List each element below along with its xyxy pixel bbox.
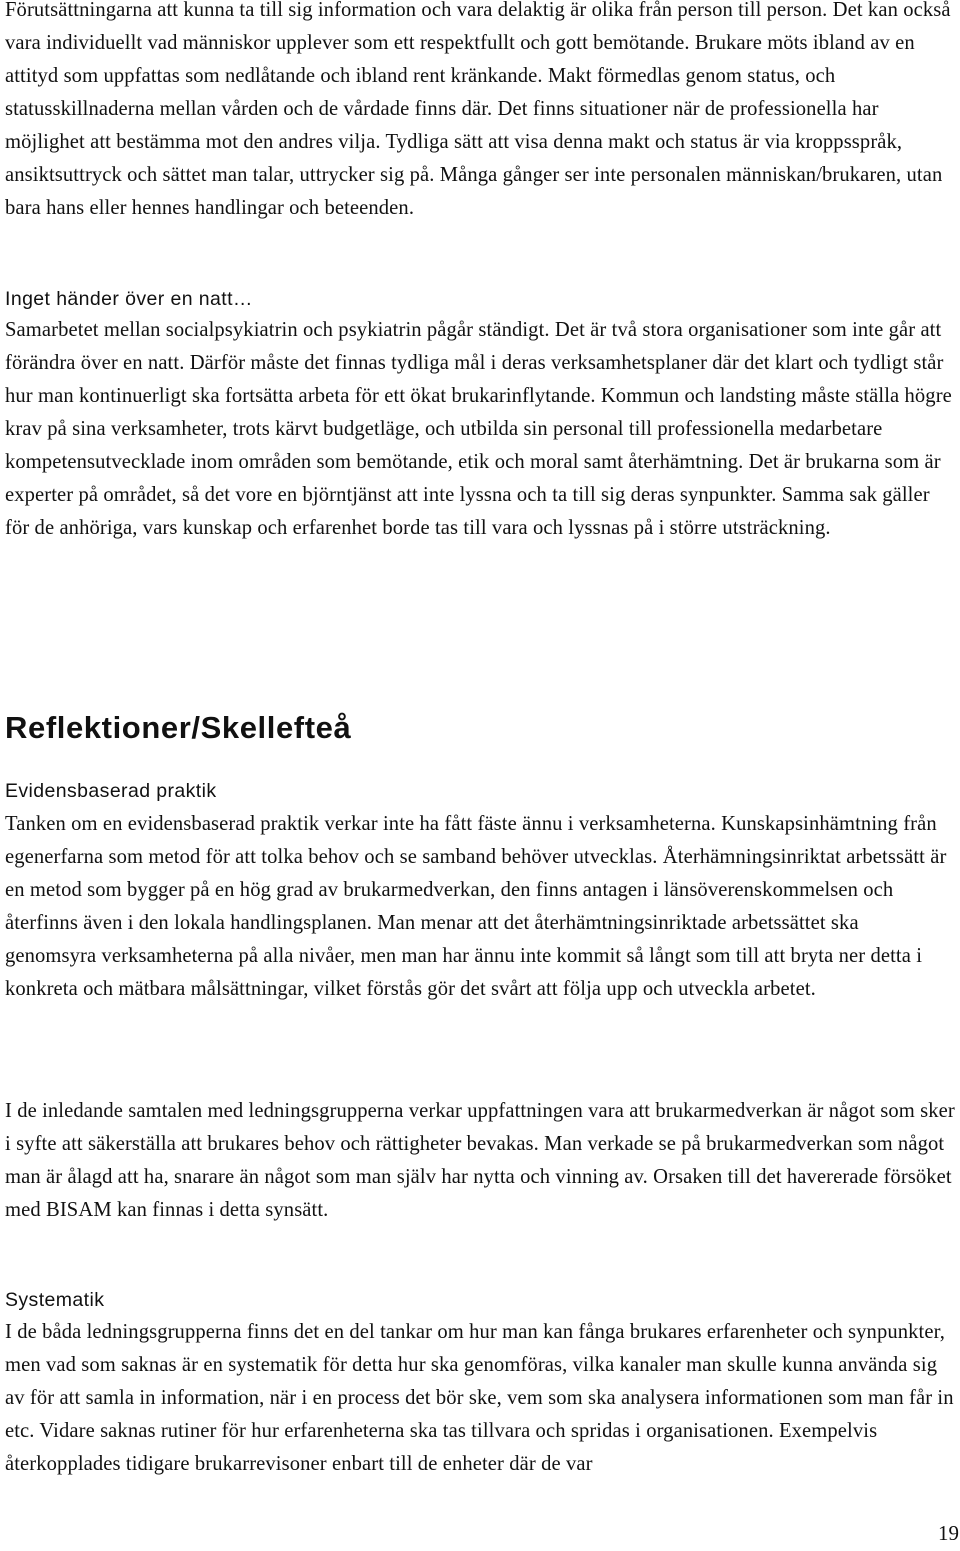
subheading-inget-hander: Inget händer över en natt… xyxy=(5,288,253,310)
systematik-paragraph: I de båda ledningsgrupperna finns det en del tankar om hur man kan fånga brukares erfarenheter och synpunkter, men vad som saknas är en systematik för detta hur ska genomföras, vilka kanaler man skulle kunna använda sig av för att samla in information, när i en process det bör ske, vem som ska analysera informationen som man får in etc. Vidare saknas rutiner för hur erfarenheterna ska tas tillvara och spridas i organisationen. Exempelvis återkopplades tidigare brukarrevisoner enbart till de enheter där de var xyxy=(5,1321,954,1475)
document-page xyxy=(5,0,955,1551)
section-heading-reflektioner: Reflektioner/Skellefteå xyxy=(5,710,352,745)
subheading-systematik: Systematik xyxy=(5,1289,105,1311)
page-number: 19 xyxy=(938,1521,959,1545)
subheading-evidensbaserad-praktik: Evidensbaserad praktik xyxy=(5,780,217,802)
evidens-paragraph-1: Tanken om en evidensbaserad praktik verkar inte ha fått fäste ännu i verksamheterna. Kunskapsinhämtning från egenerfarna som metod för att tolka behov och se samband behöver utvecklas. Återhämningsinriktat arbetssätt är en metod som bygger på en hög grad av brukarmedverkan, den finns antagen i länsöverenskommelsen och återfinns även i den lokala handlingsplanen. Man menar att det återhämtningsinriktade arbetssättet ska genomsyra verksamheterna på alla nivåer, men man har ännu inte kommit så långt som till att bryta ner detta i konkreta och mätbara målsättningar, vilket förstås gör det svårt att följa upp och utveckla arbetet. xyxy=(5,813,947,1000)
samarbete-paragraph: Samarbetet mellan socialpsykiatrin och psykiatrin pågår ständigt. Det är två stora organisationer som inte går att förändra över en natt. Därför måste det finnas tydliga mål i deras verksamhetsplaner där det klart och tydligt står hur man kontinuerligt ska fortsätta arbeta för ett ökat brukarinflytande. Kommun och landsting måste ställa högre krav på sina verksamheter, trots kärvt budgetläge, och utbilda sin personal till professionella medarbetare kompetensutvecklade inom områden som bemötande, etik och moral samt återhämtning. Det är brukarna som är experter på området, så det vore en björntjänst att inte lyssna och ta till sig deras synpunkter. Samma sak gäller för de anhöriga, vars kunskap och erfarenhet borde tas till vara och lyssnas på i större utsträckning. xyxy=(5,319,952,539)
intro-paragraph: Förutsättningarna att kunna ta till sig information och vara delaktig är olika från person till person. Det kan också vara individuellt vad människor upplever som ett respektfullt och gott bemötande. Brukare möts ibland av en attityd som uppfattas som nedlåtande och ibland rent kränkande. Makt förmedlas genom status, och statusskillnaderna mellan vården och de vårdade finns där. Det finns situationer när de professionella har möjlighet att bestämma mot den andres vilja. Tydliga sätt att visa denna makt och status är via kroppsspråk, ansiktsuttryck och sättet man talar, uttrycker sig på. Många gånger ser inte personalen människan/brukaren, utan bara hans eller hennes handlingar och beteenden. xyxy=(5,0,951,219)
evidens-paragraph-2: I de inledande samtalen med ledningsgrupperna verkar uppfattningen vara att brukarmedverkan är något som sker i syfte att säkerställa att brukares behov och rättigheter bevakas. Man verkade se på brukarmedverkan som något man är ålagd att ha, snarare än något som man själv har nytta och vinning av. Orsaken till det havererade försöket med BISAM kan finnas i detta synsätt. xyxy=(5,1100,955,1221)
